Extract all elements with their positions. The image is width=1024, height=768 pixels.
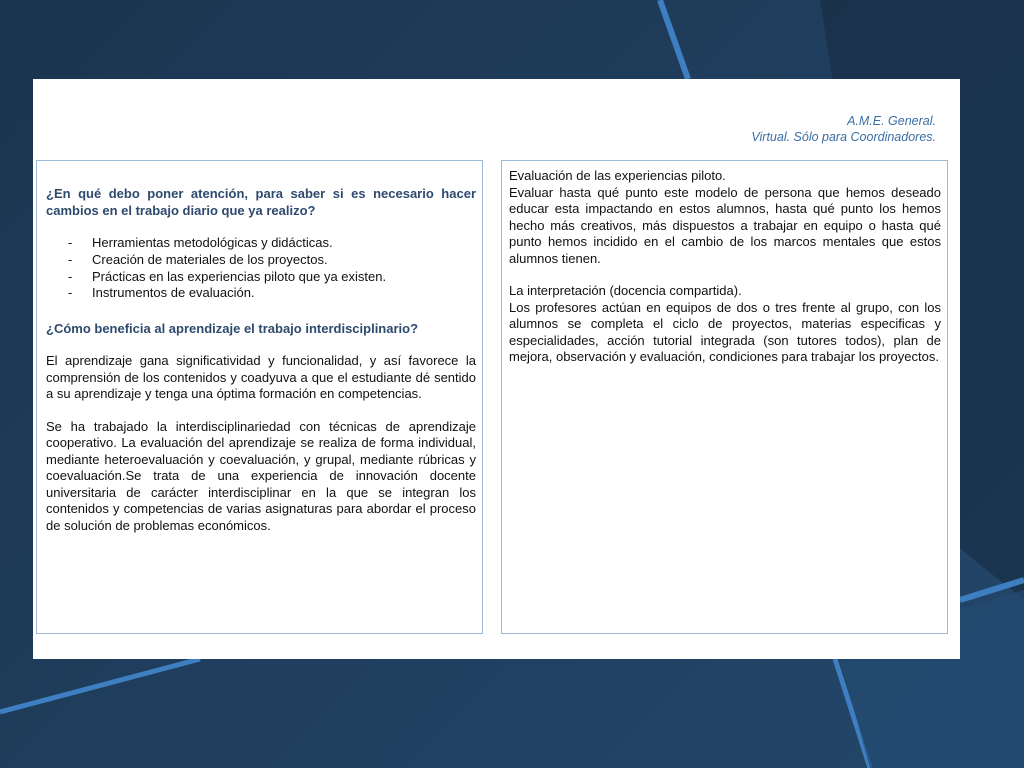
document-sheet bbox=[33, 79, 960, 659]
benefit-paragraph-2: Se ha trabajado la interdisciplinariedad con técnicas de aprendizaje cooperativo. La evaluación del aprendizaje se realiza de forma individual, mediante heteroevaluación y coevaluación, y grupal, mediante rúbricas y coevaluación.Se trata de una experiencia de innovación docente universitaria de carácter interdisciplinar en la que se integran los contenidos y competencias de varias asignaturas para abordar el proceso de solución de problemas económicos. bbox=[46, 418, 476, 533]
benefit-paragraph-1: El aprendizaje gana significatividad y funcionalidad, y así favorece la comprensión de los contenidos y coadyuva a que el estudiante dé sentido a su aprendizaje y tenga una óptima formación en competencias. bbox=[46, 353, 476, 402]
accent-line-top bbox=[660, 0, 688, 79]
interpretation-heading: La interpretación (docencia compartida). bbox=[509, 283, 742, 298]
list-item: - Creación de materiales de los proyectos. bbox=[68, 252, 476, 269]
question-benefit: ¿Cómo beneficia al aprendizaje el trabajo interdisciplinario? bbox=[46, 321, 419, 337]
document-header bbox=[751, 113, 936, 145]
list-item: - Prácticas en las experiencias piloto que ya existen. bbox=[68, 269, 476, 286]
question-attention: ¿En qué debo poner atención, para saber si es necesario hacer cambios en el trabajo diario que ya realizo? bbox=[46, 186, 476, 218]
evaluation-paragraph: Evaluar hasta qué punto este modelo de persona que hemos deseado educar esta impactando en estos alumnos, hasta qué punto los hemos hecho más creativos, más dispuestos a trabajar en equipo o hasta qué punto hemos incidido en el cambio de los marcos mentales que estos alumnos tienen. bbox=[509, 184, 941, 266]
interpretation-paragraph: Los profesores actúan en equipos de dos o tres frente al grupo, con los alumnos se completa el ciclo de proyectos, materias especificas y especialidades, acción tutorial integrada (son tutores todos), plan de mejora, observación y evaluación, condiciones para trabajar los proyectos. bbox=[509, 299, 941, 364]
header-line-1: A.M.E. General. bbox=[847, 114, 936, 128]
accent-line-bottom-left bbox=[0, 659, 200, 712]
list-item: - Instrumentos de evaluación. bbox=[68, 285, 476, 302]
header-line-2: Virtual. Sólo para Coordinadores. bbox=[751, 130, 936, 144]
attention-list bbox=[46, 235, 476, 302]
evaluation-heading: Evaluación de las experiencias piloto. bbox=[509, 168, 726, 183]
left-panel bbox=[36, 160, 483, 634]
list-item: - Herramientas metodológicas y didácticas. bbox=[68, 235, 476, 252]
right-panel bbox=[501, 160, 948, 634]
